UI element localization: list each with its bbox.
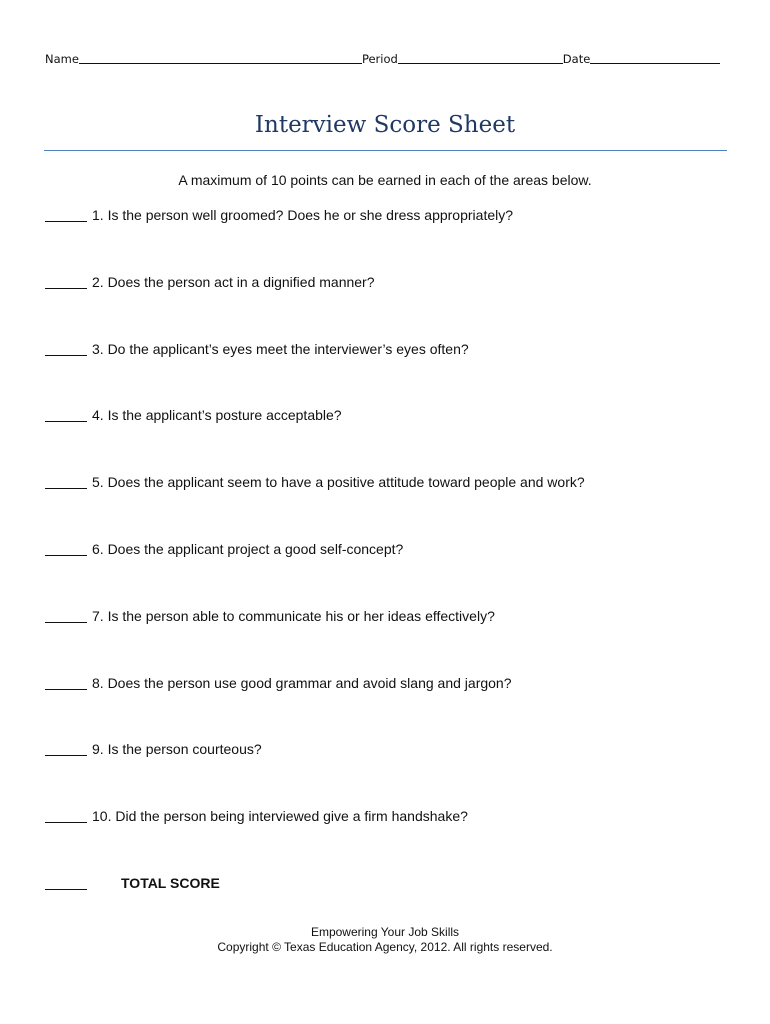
question-item (45, 540, 403, 557)
total-score-row (45, 874, 220, 891)
score-blank[interactable] (45, 809, 87, 823)
score-blank[interactable] (45, 742, 87, 756)
question-text: 10. Did the person being interviewed give a firm handshake? (92, 808, 468, 824)
question-text: 1. Is the person well groomed? Does he or she dress appropriately? (92, 207, 514, 223)
question-text: 6. Does the applicant project a good self-concept? (92, 541, 404, 557)
score-blank[interactable] (45, 408, 87, 422)
score-blank[interactable] (45, 275, 87, 289)
question-item (45, 607, 495, 624)
score-blank[interactable] (45, 676, 87, 690)
score-blank[interactable] (45, 609, 87, 623)
question-item (45, 406, 342, 423)
period-label: Period (361, 52, 398, 66)
question-item (45, 674, 512, 691)
question-item (45, 340, 469, 357)
question-text: 8. Does the person use good grammar and avoid slang and jargon? (92, 675, 512, 691)
question-text: 9. Is the person courteous? (92, 741, 262, 757)
score-blank[interactable] (45, 342, 87, 356)
score-blank[interactable] (45, 475, 87, 489)
question-text: 3. Do the applicant’s eyes meet the interviewer’s eyes often? (92, 341, 469, 357)
score-blank[interactable] (45, 208, 87, 222)
question-item (45, 740, 262, 757)
score-blank[interactable] (45, 542, 87, 556)
question-text: 4. Is the applicant’s posture acceptable? (92, 407, 342, 423)
question-text: 2. Does the person act in a dignified manner? (92, 274, 375, 290)
footer-copyright: Copyright © Texas Education Agency, 2012. All rights reserved. (217, 940, 553, 954)
question-item (45, 206, 513, 223)
question-text: 7. Is the person able to communicate his or her ideas effectively? (92, 608, 495, 624)
title-divider (44, 150, 727, 151)
name-field[interactable] (79, 49, 362, 64)
question-item (45, 273, 375, 290)
total-score-blank[interactable] (45, 876, 87, 890)
date-label: Date (562, 52, 591, 66)
student-info-line (45, 47, 725, 67)
question-text: 5. Does the applicant seem to have a positive attitude toward people and work? (92, 474, 585, 490)
name-label: Name (45, 52, 79, 66)
page-title: Interview Score Sheet (254, 112, 516, 138)
footer-program-name: Empowering Your Job Skills (310, 925, 460, 939)
date-field[interactable] (590, 49, 720, 64)
question-item (45, 807, 468, 824)
footer (0, 925, 770, 955)
total-score-label: TOTAL SCORE (121, 875, 220, 891)
instructions: A maximum of 10 points can be earned in each of the areas below. (178, 172, 592, 188)
question-item (45, 473, 585, 490)
period-field[interactable] (398, 49, 563, 64)
